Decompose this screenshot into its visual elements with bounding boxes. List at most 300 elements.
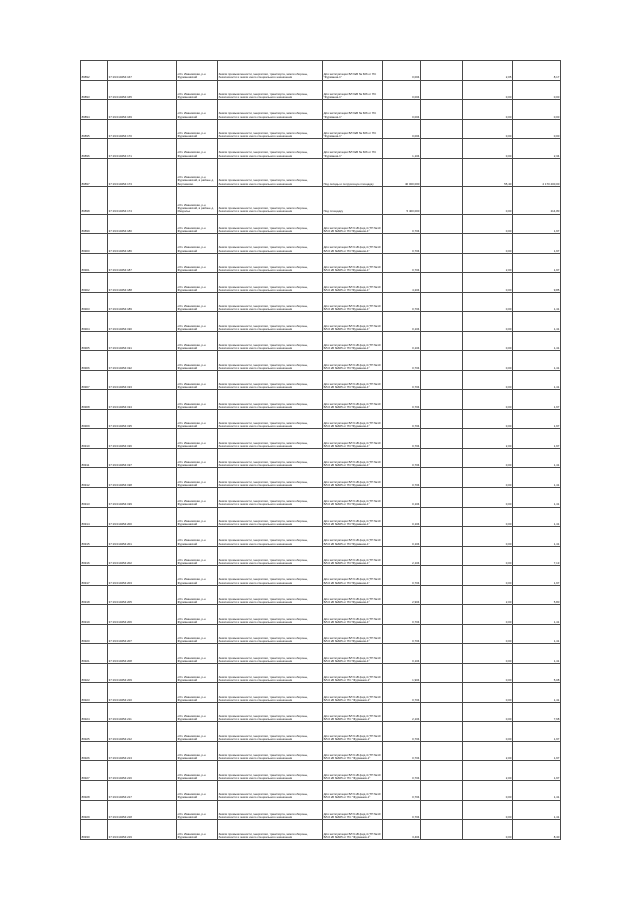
row-number-cell: 86917 (81, 566, 108, 586)
cadastral-value-cell (421, 741, 463, 761)
permitted-use-cell: Для эксплуатации ВЛ 6 кВ фид.4 (ТП №10 ВЛ-6 кВ №605 от ПС "Фурманов-1" (323, 800, 383, 820)
unit-price-cell: 0,00 (463, 527, 513, 547)
area-cell: 0,704 (383, 448, 421, 468)
permitted-use-cell: Для эксплуатации ВЛ 6кВ № 606 от ПС "Фурманов-1" (323, 139, 383, 159)
table-row (81, 186, 561, 214)
cadastral-number-cell: 37:19:010254:199 (108, 488, 177, 508)
location-cell: обл. Ивановская, р-н Фурмановский (177, 663, 218, 683)
permitted-use-cell: Для эксплуатации ВЛ 6 кВ фид.4 (ТП №10 ВЛ-6 кВ №605 от ПС"Фурманов-1" (323, 468, 383, 488)
land-category-cell: Земли промышленности, энергетики, транспорта, земли обороны, безопасности и земли иного специального назначения (218, 741, 323, 761)
location-cell: обл. Ивановская, р-н Фурмановский (177, 683, 218, 703)
table-body (81, 61, 561, 840)
row-number-cell: 86916 (81, 546, 108, 566)
cadastral-value-cell (421, 488, 463, 508)
unit-price-cell: 0,00 (463, 800, 513, 820)
row-number-cell: 86922 (81, 663, 108, 683)
total-cell: 1,41 (513, 644, 561, 664)
unit-price-cell: 0,00 (463, 370, 513, 390)
cadastral-value-cell (421, 585, 463, 605)
area-cell: 0,004 (383, 61, 421, 81)
cadastral-number-cell: 37:19:010254:206 (108, 605, 177, 625)
table-row (81, 820, 561, 840)
row-number-cell: 86926 (81, 741, 108, 761)
cadastral-number-cell: 37:19:010254:208 (108, 644, 177, 664)
area-cell: 0,104 (383, 331, 421, 351)
cadastral-number-cell: 37:19:010254:201 (108, 527, 177, 547)
location-cell: обл. Ивановская, р-н Фурмановский (177, 214, 218, 234)
table-row (81, 139, 561, 159)
location-cell: обл. Ивановская, р-н Фурмановский (177, 292, 218, 312)
land-category-cell: Земли промышленности, энергетики, транспорта, земли обороны, безопасности и земли иного специального назначения (218, 390, 323, 410)
row-number-cell: 86898 (81, 186, 108, 214)
cadastral-number-cell: 37:19:010254:165 (108, 80, 177, 100)
cadastral-value-cell (421, 722, 463, 742)
permitted-use-cell: Для эксплуатации ВЛ 6 кВ фид.4 (ТП №10 ВЛ-6 кВ №605 от ПС"Фурманов-1" (323, 312, 383, 332)
cadastral-value-cell (421, 61, 463, 81)
table-row (81, 100, 561, 120)
row-number-cell: 86911 (81, 448, 108, 468)
permitted-use-cell: Для эксплуатации ВЛ 6 кВ фид.4 (ТП №10 ВЛ-6 кВ №605 от ПС"Фурманов-1" (323, 527, 383, 547)
total-cell: 1,41 (513, 370, 561, 390)
permitted-use-cell: Для эксплуатации ВЛ 6 кВ фид.4 (ТП №10 ВЛ-6 кВ №605 от ПС"Фурманов-1" (323, 390, 383, 410)
land-category-cell: Земли промышленности, энергетики, транспорта, земли обороны, безопасности и земли иного специального назначения (218, 429, 323, 449)
total-cell: 1,41 (513, 780, 561, 800)
location-cell: обл. Ивановская, р-н Фурмановский, в районе д. Бортниково (177, 158, 218, 186)
area-cell: 0,704 (383, 780, 421, 800)
cadastral-number-cell: 37:19:010254:210 (108, 683, 177, 703)
land-category-cell: Земли промышленности, энергетики, транспорта, земли обороны, безопасности и земли иного специального назначения (218, 409, 323, 429)
row-number-cell: 86901 (81, 253, 108, 273)
land-category-cell: Земли промышленности, энергетики, транспорта, земли обороны, безопасности и земли иного специального назначения (218, 448, 323, 468)
row-number-cell: 86930 (81, 820, 108, 840)
table-row (81, 761, 561, 781)
cadastral-value-cell (421, 370, 463, 390)
row-number-cell: 86904 (81, 312, 108, 332)
cadastral-number-cell: 37:19:010254:173 (108, 158, 177, 186)
table-row (81, 370, 561, 390)
total-cell: 2 170 400,00 (513, 158, 561, 186)
unit-price-cell: 0,00 (463, 507, 513, 527)
permitted-use-cell: Для эксплуатации ВЛ 6 кВ фид.4 (ТП №10 ВЛ-6 кВ №605 от ПС"Фурманов-1" (323, 351, 383, 371)
unit-price-cell: 0,00 (463, 80, 513, 100)
area-cell: 0,704 (383, 234, 421, 254)
land-category-cell: Земли промышленности, энергетики, транспорта, земли обороны, безопасности и земли иного специального назначения (218, 683, 323, 703)
row-number-cell: 86921 (81, 644, 108, 664)
permitted-use-cell: Для эксплуатации ВЛ 6 кВ фид.4 (ТП №10 ВЛ-6 кВ №605 от ПС "Фурманов-1" (323, 722, 383, 742)
land-category-cell: Земли промышленности, энергетики, транспорта, земли обороны, безопасности и земли иного специального назначения (218, 312, 323, 332)
total-cell: 1,97 (513, 722, 561, 742)
cadastral-number-cell: 37:19:010254:196 (108, 429, 177, 449)
area-cell: 0,704 (383, 624, 421, 644)
area-cell: 2,904 (383, 585, 421, 605)
table-row (81, 605, 561, 625)
land-category-cell: Земли промышленности, энергетики, транспорта, земли обороны, безопасности и земли иного специального назначения (218, 80, 323, 100)
cadastral-number-cell: 37:19:010254:195 (108, 409, 177, 429)
unit-price-cell: 0,00 (463, 139, 513, 159)
row-number-cell: 86906 (81, 351, 108, 371)
unit-price-cell: 0,00 (463, 683, 513, 703)
land-category-cell: Земли промышленности, энергетики, транспорта, земли обороны, безопасности и земли иного специального назначения (218, 331, 323, 351)
unit-price-cell: 0,00 (463, 546, 513, 566)
cadastral-value-cell (421, 702, 463, 722)
location-cell: обл. Ивановская, р-н Фурмановский (177, 390, 218, 410)
area-cell: 0,004 (383, 100, 421, 120)
location-cell: обл. Ивановская, р-н Фурмановский (177, 702, 218, 722)
row-number-cell: 86927 (81, 761, 108, 781)
row-number-cell: 86919 (81, 605, 108, 625)
permitted-use-cell: Для эксплуатации ВЛ 6 кВ фид.4 (ТП №10 ВЛ-6 кВ №605 от ПС "Фурманов-1" (323, 820, 383, 840)
location-cell: обл. Ивановская, р-н Фурмановский (177, 741, 218, 761)
total-cell: 1,41 (513, 527, 561, 547)
total-cell: 1,41 (513, 507, 561, 527)
land-category-cell: Земли промышленности, энергетики, транспорта, земли обороны, безопасности и земли иного специального назначения (218, 624, 323, 644)
permitted-use-cell: Для эксплуатации ВЛ 6 кВ фид.4 (ТП №10 ВЛ-6 кВ №605 от ПС"Фурманов-1" (323, 546, 383, 566)
table-row (81, 585, 561, 605)
cadastral-value-cell (421, 780, 463, 800)
total-cell: 9,85 (513, 273, 561, 293)
table-row (81, 409, 561, 429)
cadastral-value-cell (421, 507, 463, 527)
cadastral-value-cell (421, 186, 463, 214)
total-cell: 0,00 (513, 100, 561, 120)
table-row (81, 702, 561, 722)
cadastral-value-cell (421, 331, 463, 351)
land-category-cell: Земли промышленности, энергетики, транспорта, земли обороны, безопасности и земли иного специального назначения (218, 566, 323, 586)
unit-price-cell: 0,00 (463, 820, 513, 840)
table-row (81, 253, 561, 273)
unit-price-cell: 0,00 (463, 702, 513, 722)
permitted-use-cell: Для эксплуатации ВЛ 6кВ № 606 от ПС "Фурманов-1" (323, 100, 383, 120)
total-cell: 1,97 (513, 390, 561, 410)
row-number-cell: 86925 (81, 722, 108, 742)
location-cell: обл. Ивановская, р-н Фурмановский (177, 119, 218, 139)
unit-price-cell: 0,00 (463, 566, 513, 586)
cadastral-number-cell: 37:19:010254:207 (108, 624, 177, 644)
land-category-cell: Земли промышленности, энергетики, транспорта, земли обороны, безопасности и земли иного специального назначения (218, 663, 323, 683)
total-cell: 1,97 (513, 234, 561, 254)
total-cell: 0,00 (513, 119, 561, 139)
cadastral-value-cell (421, 468, 463, 488)
total-cell: 1,41 (513, 312, 561, 332)
unit-price-cell: 2,00 (463, 585, 513, 605)
permitted-use-cell: Для эксплуатации ВЛ 6 кВ фид.4 (ТП №10 ВЛ-6 кВ №605 от ПС"Фурманов-1" (323, 409, 383, 429)
table-row (81, 624, 561, 644)
area-cell: 0,104 (383, 644, 421, 664)
unit-price-cell: 0,00 (463, 100, 513, 120)
table-row (81, 507, 561, 527)
area-cell: 0,704 (383, 605, 421, 625)
row-number-cell: 86892 (81, 61, 108, 81)
cadastral-number-cell: 37:19:010254:216 (108, 761, 177, 781)
cadastral-number-cell: 37:19:010254:194 (108, 390, 177, 410)
table-row (81, 546, 561, 566)
permitted-use-cell: Для эксплуатации ВЛ 6 кВ фид.4 (ТП №10 ВЛ-6 кВ №605 от ПС"Фурманов-1" (323, 292, 383, 312)
permitted-use-cell: Для эксплуатации ВЛ 6 кВ фид.4 (ТП №10 ВЛ-6 кВ №605 от ПС"Фурманов-1" (323, 214, 383, 234)
unit-price-cell: 0,00 (463, 644, 513, 664)
row-number-cell: 86928 (81, 780, 108, 800)
cadastral-number-cell: 37:19:010254:189 (108, 292, 177, 312)
row-number-cell: 86909 (81, 409, 108, 429)
permitted-use-cell: Для эксплуатации ВЛ 6 кВ фид.4 (ТП №10 ВЛ-6 кВ №605 от ПС "Фурманов-1" (323, 741, 383, 761)
land-category-cell: Земли промышленности, энергетики, транспорта, земли обороны, безопасности и земли иного специального назначения (218, 546, 323, 566)
land-category-cell: Земли промышленности, энергетики, транспорта, земли обороны, безопасности и земли иного специального назначения (218, 253, 323, 273)
row-number-cell: 86920 (81, 624, 108, 644)
permitted-use-cell: Для эксплуатации ВЛ 6 кВ фид.4 (ТП №10 ВЛ-6 кВ №605 от ПС"Фурманов-1" (323, 234, 383, 254)
land-category-cell: Земли промышленности, энергетики, транспорта, земли обороны, безопасности и земли иного специального назначения (218, 527, 323, 547)
unit-price-cell: 2,00 (463, 761, 513, 781)
table-row (81, 214, 561, 234)
location-cell: обл. Ивановская, р-н Фурмановский (177, 800, 218, 820)
location-cell: обл. Ивановская, р-н Фурмановский (177, 546, 218, 566)
permitted-use-cell: Для эксплуатации ВЛ 6 кВ фид.4 (ТП №10 ВЛ-6 кВ №605 от ПС"Фурманов-1" (323, 370, 383, 390)
row-number-cell: 86924 (81, 702, 108, 722)
permitted-use-cell: Для эксплуатации ВЛ 6кВ № 606 от ПС "Фурманов-1" (323, 119, 383, 139)
cadastral-value-cell (421, 605, 463, 625)
permitted-use-cell: Для эксплуатации ВЛ 6 кВ фид.4 (ТП №10 ВЛ-6 кВ №605 от ПС"Фурманов-1" (323, 253, 383, 273)
table-row (81, 683, 561, 703)
total-cell: 1,97 (513, 741, 561, 761)
cadastral-number-cell: 37:19:010254:200 (108, 507, 177, 527)
row-number-cell: 86899 (81, 214, 108, 234)
row-number-cell: 86913 (81, 488, 108, 508)
cadastral-value-cell (421, 292, 463, 312)
total-cell: 1,97 (513, 566, 561, 586)
area-cell: 0,704 (383, 370, 421, 390)
unit-price-cell: 2,05 (463, 61, 513, 81)
table-row (81, 448, 561, 468)
row-number-cell: 86896 (81, 139, 108, 159)
permitted-use-cell: Под площадку (323, 186, 383, 214)
location-cell: обл. Ивановская, р-н Фурмановский (177, 488, 218, 508)
table-row (81, 488, 561, 508)
cadastral-value-cell (421, 546, 463, 566)
table-row (81, 292, 561, 312)
total-cell: 1,97 (513, 429, 561, 449)
row-number-cell: 86912 (81, 468, 108, 488)
permitted-use-cell: Для эксплуатации ВЛ 6 кВ фид.4 (ТП №10 ВЛ-6 кВ №605 от ПС "Фурманов-1" (323, 683, 383, 703)
cadastral-number-cell: 37:19:010254:202 (108, 546, 177, 566)
unit-price-cell: 0,00 (463, 780, 513, 800)
permitted-use-cell: Для эксплуатации ВЛ 6кВ № 606 от ПС "Фурманов-1" (323, 61, 383, 81)
cadastral-number-cell: 37:19:010254:187 (108, 253, 177, 273)
cadastral-number-cell: 37:19:010254:180 (108, 214, 177, 234)
total-cell: 1,97 (513, 761, 561, 781)
total-cell: 1,41 (513, 605, 561, 625)
unit-price-cell: 2,00 (463, 253, 513, 273)
land-category-cell: Земли промышленности, энергетики, транспорта, земли обороны, безопасности и земли иного специального назначения (218, 351, 323, 371)
table-row (81, 780, 561, 800)
row-number-cell: 86923 (81, 683, 108, 703)
permitted-use-cell: Для эксплуатации ВЛ 6 кВ фид.4 (ТП №10 ВЛ-6 кВ №605 от ПС"Фурманов-1" (323, 331, 383, 351)
permitted-use-cell: Для эксплуатации ВЛ 6 кВ фид.4 (ТП №10 ВЛ-6 кВ №605 от ПС"Фурманов-1" (323, 448, 383, 468)
table-row (81, 312, 561, 332)
total-cell: 2,34 (513, 139, 561, 159)
table-row (81, 351, 561, 371)
total-cell: 1,41 (513, 624, 561, 644)
land-category-cell: Земли промышленности, энергетики, транспорта, земли обороны, безопасности и земли иного специального назначения (218, 507, 323, 527)
cadastral-number-cell: 37:19:010254:198 (108, 468, 177, 488)
cadastral-number-cell: 37:19:010254:191 (108, 331, 177, 351)
permitted-use-cell: Для эксплуатации ВЛ 6 кВ фид.4 (ТП №10 ВЛ-6 кВ №605 от ПС"Фурманов-1" (323, 566, 383, 586)
land-category-cell: Земли промышленности, энергетики, транспорта, земли обороны, безопасности и земли иного специального назначения (218, 820, 323, 840)
permitted-use-cell: Для эксплуатации ВЛ 6 кВ фид.4 (ТП №10 ВЛ-6 кВ №605 от ПС "Фурманов-1" (323, 663, 383, 683)
row-number-cell: 86894 (81, 100, 108, 120)
total-cell: 7,68 (513, 702, 561, 722)
area-cell: 2,104 (383, 546, 421, 566)
location-cell: обл. Ивановская, р-н Фурмановский, в районе д. Раздолье (177, 186, 218, 214)
permitted-use-cell: Для эксплуатации ВЛ 6 кВ фид.4 (ТП №10 ВЛ-6 кВ №605 от ПС"Фурманов-1" (323, 644, 383, 664)
unit-price-cell: 0,00 (463, 624, 513, 644)
data-table (80, 60, 561, 840)
cadastral-value-cell (421, 820, 463, 840)
land-category-cell: Земли промышленности, энергетики, транспорта, земли обороны, безопасности и земли иного специального назначения (218, 370, 323, 390)
land-category-cell: Земли промышленности, энергетики, транспорта, земли обороны, безопасности и земли иного специального назначения (218, 644, 323, 664)
cadastral-value-cell (421, 139, 463, 159)
unit-price-cell: 0,00 (463, 448, 513, 468)
total-cell: 1,41 (513, 292, 561, 312)
land-category-cell: Земли промышленности, энергетики, транспорта, земли обороны, безопасности и земли иного специального назначения (218, 186, 323, 214)
land-category-cell: Земли промышленности, энергетики, транспорта, земли обороны, безопасности и земли иного специального назначения (218, 214, 323, 234)
area-cell: 0,104 (383, 507, 421, 527)
unit-price-cell: 0,00 (463, 351, 513, 371)
land-category-cell: Земли промышленности, энергетики, транспорта, земли обороны, безопасности и земли иного специального назначения (218, 61, 323, 81)
cadastral-value-cell (421, 214, 463, 234)
table-row (81, 468, 561, 488)
area-cell: 0,704 (383, 253, 421, 273)
area-cell: 40 000,000 (383, 158, 421, 186)
land-category-cell: Земли промышленности, энергетики, транспорта, земли обороны, безопасности и земли иного специального назначения (218, 100, 323, 120)
land-category-cell: Земли промышленности, энергетики, транспорта, земли обороны, безопасности и земли иного специального назначения (218, 158, 323, 186)
area-cell: 0,004 (383, 119, 421, 139)
land-category-cell: Земли промышленности, энергетики, транспорта, земли обороны, безопасности и земли иного специального назначения (218, 585, 323, 605)
total-cell: 1,41 (513, 683, 561, 703)
cadastral-number-cell: 37:19:010254:170 (108, 119, 177, 139)
cadastral-value-cell (421, 800, 463, 820)
cadastral-number-cell: 37:19:010254:169 (108, 100, 177, 120)
cadastral-number-cell: 37:19:010254:188 (108, 273, 177, 293)
row-number-cell: 86900 (81, 234, 108, 254)
land-category-cell: Земли промышленности, энергетики, транспорта, земли обороны, безопасности и земли иного специального назначения (218, 605, 323, 625)
cadastral-number-cell: 37:19:010254:186 (108, 234, 177, 254)
cadastral-number-cell: 37:19:010254:174 (108, 186, 177, 214)
permitted-use-cell: Для эксплуатации ВЛ 6 кВ фид.4 (ТП №10 ВЛ-6 кВ №605 от ПС"Фурманов-1" (323, 624, 383, 644)
total-cell: 0,00 (513, 80, 561, 100)
location-cell: обл. Ивановская, р-н Фурмановский (177, 253, 218, 273)
cadastral-number-cell: 37:19:010254:197 (108, 448, 177, 468)
location-cell: обл. Ивановская, р-н Фурмановский (177, 585, 218, 605)
land-category-cell: Земли промышленности, энергетики, транспорта, земли обороны, безопасности и земли иного специального назначения (218, 273, 323, 293)
row-number-cell: 86895 (81, 119, 108, 139)
total-cell: 8,17 (513, 61, 561, 81)
unit-price-cell: 55,40 (463, 158, 513, 186)
area-cell: 0,704 (383, 566, 421, 586)
unit-price-cell: 0,00 (463, 488, 513, 508)
table-row (81, 158, 561, 186)
cadastral-number-cell: 37:19:010254:190 (108, 312, 177, 332)
total-cell: 1,41 (513, 468, 561, 488)
permitted-use-cell: Для эксплуатации ВЛ 6 кВ фид.4 (ТП №10 ВЛ-6 кВ №605 от ПС"Фурманов-1" (323, 429, 383, 449)
row-number-cell: 86915 (81, 527, 108, 547)
location-cell: обл. Ивановская, р-н Фурмановский (177, 312, 218, 332)
location-cell: обл. Ивановская, р-н Фурмановский (177, 527, 218, 547)
area-cell: 0,704 (383, 390, 421, 410)
location-cell: обл. Ивановская, р-н Фурмановский (177, 644, 218, 664)
unit-price-cell: 0,00 (463, 331, 513, 351)
unit-price-cell: 0,00 (463, 663, 513, 683)
land-category-cell: Земли промышленности, энергетики, транспорта, земли обороны, безопасности и земли иного специального назначения (218, 234, 323, 254)
row-number-cell: 86902 (81, 273, 108, 293)
area-cell: 4,204 (383, 273, 421, 293)
permitted-use-cell: Для эксплуатации ВЛ 6кВ № 606 от ПС "Фурманов-1" (323, 80, 383, 100)
cadastral-value-cell (421, 624, 463, 644)
permitted-use-cell: Для эксплуатации ВЛ 6 кВ фид.4 (ТП №10 ВЛ-6 кВ №605 от ПС"Фурманов-1" (323, 488, 383, 508)
cadastral-value-cell (421, 351, 463, 371)
cadastral-number-cell: 37:19:010254:213 (108, 741, 177, 761)
location-cell: обл. Ивановская, р-н Фурмановский (177, 468, 218, 488)
total-cell: 8,40 (513, 820, 561, 840)
land-category-cell: Земли промышленности, энергетики, транспорта, земли обороны, безопасности и земли иного специального назначения (218, 722, 323, 742)
cadastral-number-cell: 37:19:010254:205 (108, 585, 177, 605)
land-category-cell: Земли промышленности, энергетики, транспорта, земли обороны, безопасности и земли иного специального назначения (218, 119, 323, 139)
area-cell: 0,704 (383, 722, 421, 742)
unit-price-cell: 0,00 (463, 214, 513, 234)
area-cell: 3,404 (383, 820, 421, 840)
cadastral-value-cell (421, 429, 463, 449)
cadastral-value-cell (421, 761, 463, 781)
cadastral-value-cell (421, 119, 463, 139)
area-cell: 0,704 (383, 292, 421, 312)
cadastral-value-cell (421, 312, 463, 332)
cadastral-value-cell (421, 566, 463, 586)
table-row (81, 527, 561, 547)
area-cell: 0,704 (383, 468, 421, 488)
cadastral-number-cell: 37:19:010254:219 (108, 820, 177, 840)
cadastral-value-cell (421, 273, 463, 293)
cadastral-number-cell: 37:19:010254:167 (108, 61, 177, 81)
table-row (81, 429, 561, 449)
unit-price-cell: 0,00 (463, 605, 513, 625)
location-cell: обл. Ивановская, р-н Фурмановский (177, 566, 218, 586)
cadastral-value-cell (421, 448, 463, 468)
location-cell: обл. Ивановская, р-н Фурмановский (177, 507, 218, 527)
row-number-cell: 86893 (81, 80, 108, 100)
row-number-cell: 86910 (81, 429, 108, 449)
row-number-cell: 86907 (81, 370, 108, 390)
area-cell: 2,104 (383, 702, 421, 722)
cadastral-value-cell (421, 158, 463, 186)
permitted-use-cell: Для эксплуатации ВЛ 6 кВ фид.4 (ТП №10 ВЛ-6 кВ №605 от ПС"Фурманов-1" (323, 585, 383, 605)
table-row (81, 722, 561, 742)
unit-price-cell: 2,00 (463, 741, 513, 761)
area-cell: 0,704 (383, 214, 421, 234)
area-cell: 0,704 (383, 800, 421, 820)
land-category-cell: Земли промышленности, энергетики, транспорта, земли обороны, безопасности и земли иного специального назначения (218, 761, 323, 781)
table-row (81, 663, 561, 683)
location-cell: обл. Ивановская, р-н Фурмановский (177, 780, 218, 800)
table-row (81, 741, 561, 761)
area-cell: 1,904 (383, 663, 421, 683)
unit-price-cell: 0,00 (463, 186, 513, 214)
total-cell: 1,97 (513, 409, 561, 429)
total-cell: 1,41 (513, 448, 561, 468)
location-cell: обл. Ивановская, р-н Фурмановский (177, 80, 218, 100)
location-cell: обл. Ивановская, р-н Фурмановский (177, 331, 218, 351)
location-cell: обл. Ивановская, р-н Фурмановский (177, 429, 218, 449)
area-cell: 0,104 (383, 488, 421, 508)
cadastral-number-cell: 37:19:010254:209 (108, 663, 177, 683)
row-number-cell: 86903 (81, 292, 108, 312)
total-cell: 1,41 (513, 351, 561, 371)
